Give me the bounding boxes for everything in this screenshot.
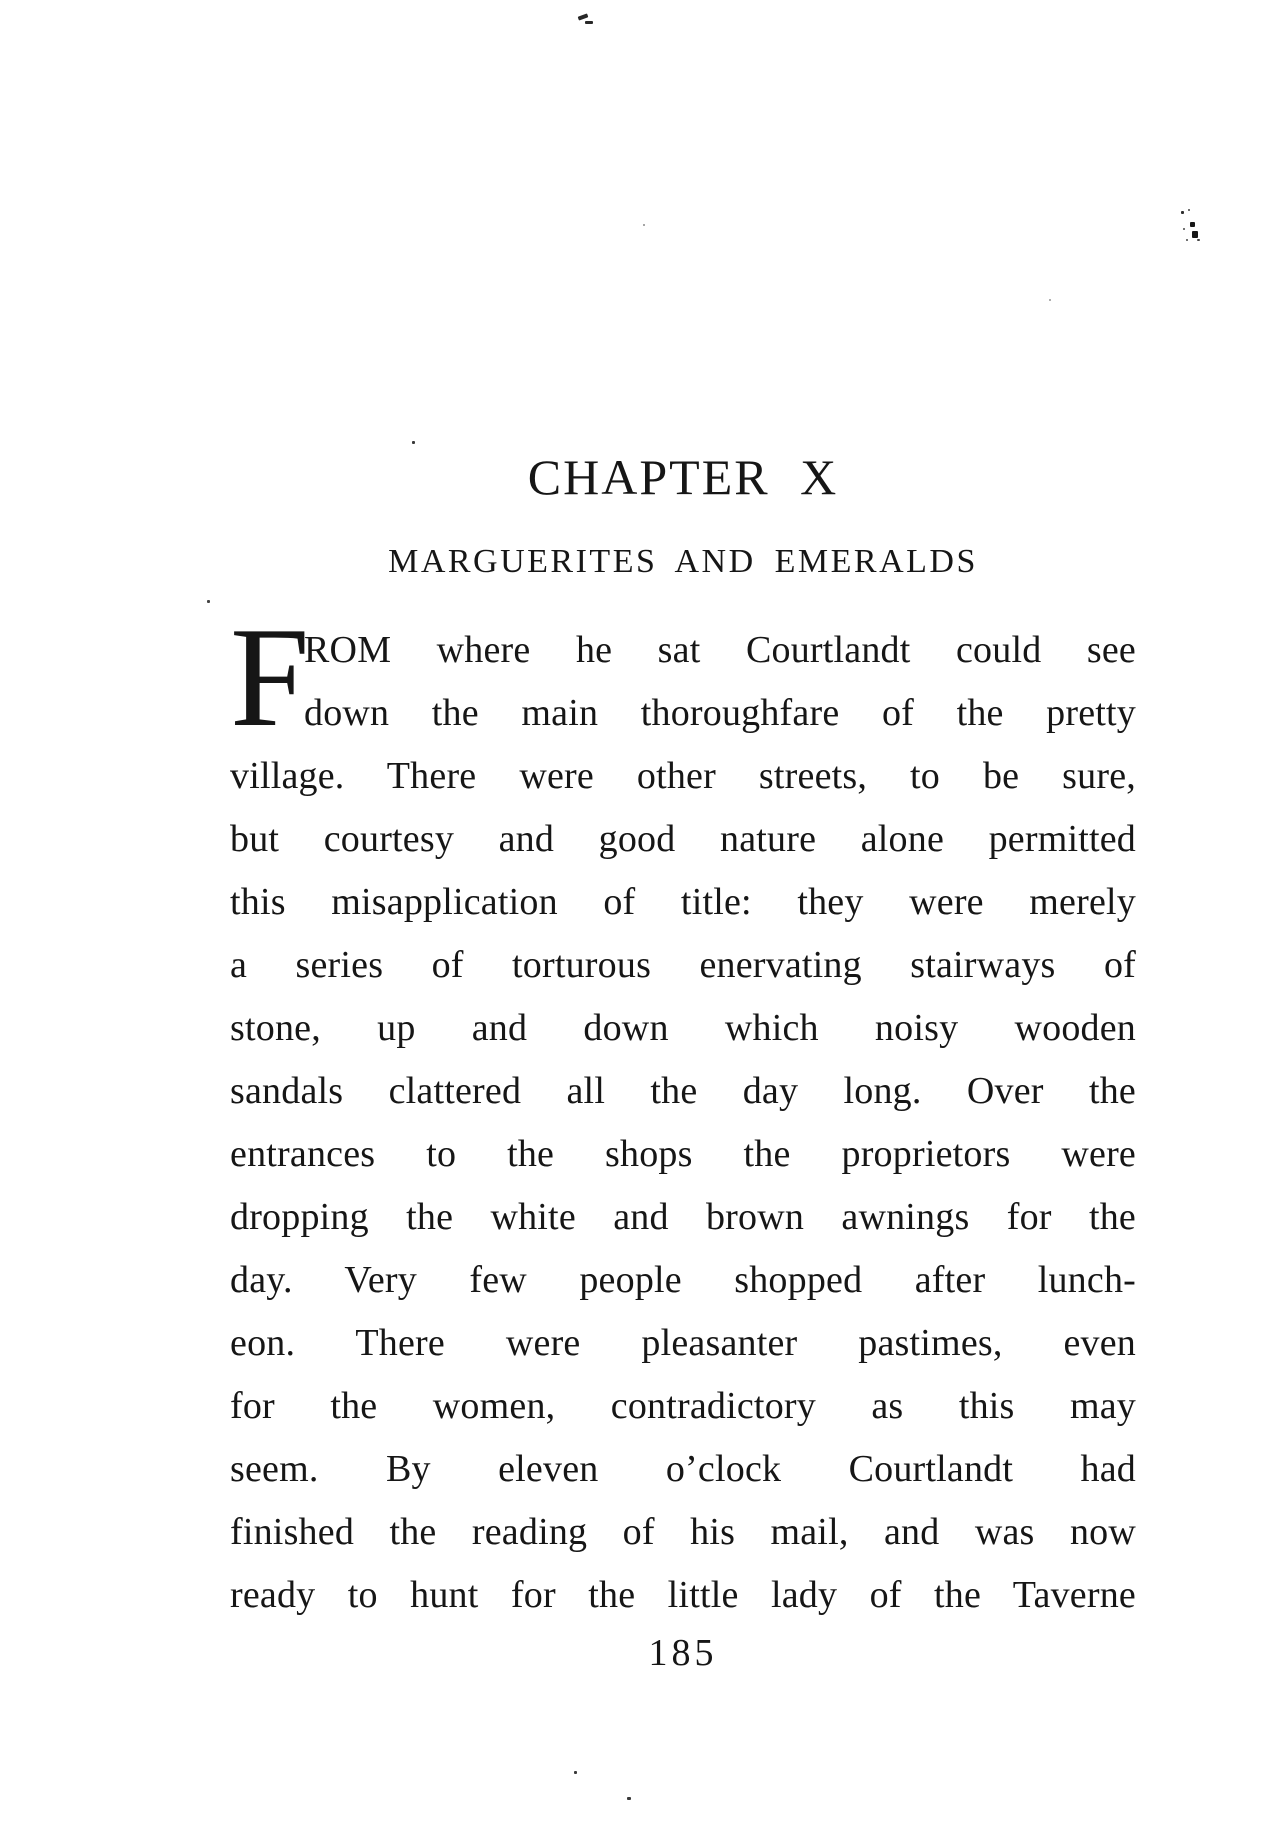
body-line: this misapplication of title: they were merely: [230, 881, 1136, 923]
paragraph: [230, 598, 1136, 1627]
body-line: down the main thoroughfare of the pretty: [304, 692, 1136, 734]
body-line: for the women, contradictory as this may: [230, 1385, 1136, 1427]
body-line: seem. By eleven o’clock Courtlandt had: [230, 1448, 1136, 1490]
scan-speck: [1188, 209, 1190, 211]
body-line: ROM where he sat Courtlandt could see: [304, 629, 1136, 671]
scan-speck: [1181, 211, 1184, 214]
body-line: but courtesy and good nature alone permitted: [230, 818, 1136, 860]
body-line: sandals clattered all the day long. Over the: [230, 1070, 1136, 1112]
scan-speck: [627, 1797, 631, 1800]
body-line: village. There were other streets, to be sure,: [230, 755, 1136, 797]
body-line: eon. There were pleasanter pastimes, even: [230, 1322, 1136, 1364]
scan-speck: [412, 441, 415, 444]
body-line: a series of torturous enervating stairways of: [230, 944, 1136, 986]
scan-speck: [574, 1771, 577, 1774]
scan-speck: [1192, 231, 1198, 238]
drop-cap: F: [230, 598, 310, 756]
body-line: entrances to the shops the proprietors were: [230, 1133, 1136, 1175]
scan-speck: [1197, 239, 1200, 241]
scan-speck: [643, 224, 645, 226]
scan-speck: [1190, 222, 1195, 227]
scan-speck: [578, 13, 589, 20]
page-number: 185: [648, 1632, 718, 1674]
body-line: dropping the white and brown awnings for the: [230, 1196, 1136, 1238]
chapter-heading: CHAPTER X: [527, 449, 839, 505]
body-line: stone, up and down which noisy wooden: [230, 1007, 1136, 1049]
body-line: ready to hunt for the little lady of the Taverne: [230, 1574, 1136, 1616]
body-line: day. Very few people shopped after lunch-: [230, 1259, 1136, 1301]
body-line: finished the reading of his mail, and was now: [230, 1511, 1136, 1553]
chapter-subtitle: MARGUERITES AND EMERALDS: [388, 543, 978, 580]
dropcap-lines: [304, 619, 1136, 745]
scan-speck: [585, 21, 593, 24]
scan-speck: [1049, 299, 1051, 301]
scan-speck: [1186, 239, 1188, 241]
dropcap-row: [230, 598, 1136, 756]
scan-speck: [207, 600, 210, 603]
scan-speck: [1183, 228, 1185, 230]
